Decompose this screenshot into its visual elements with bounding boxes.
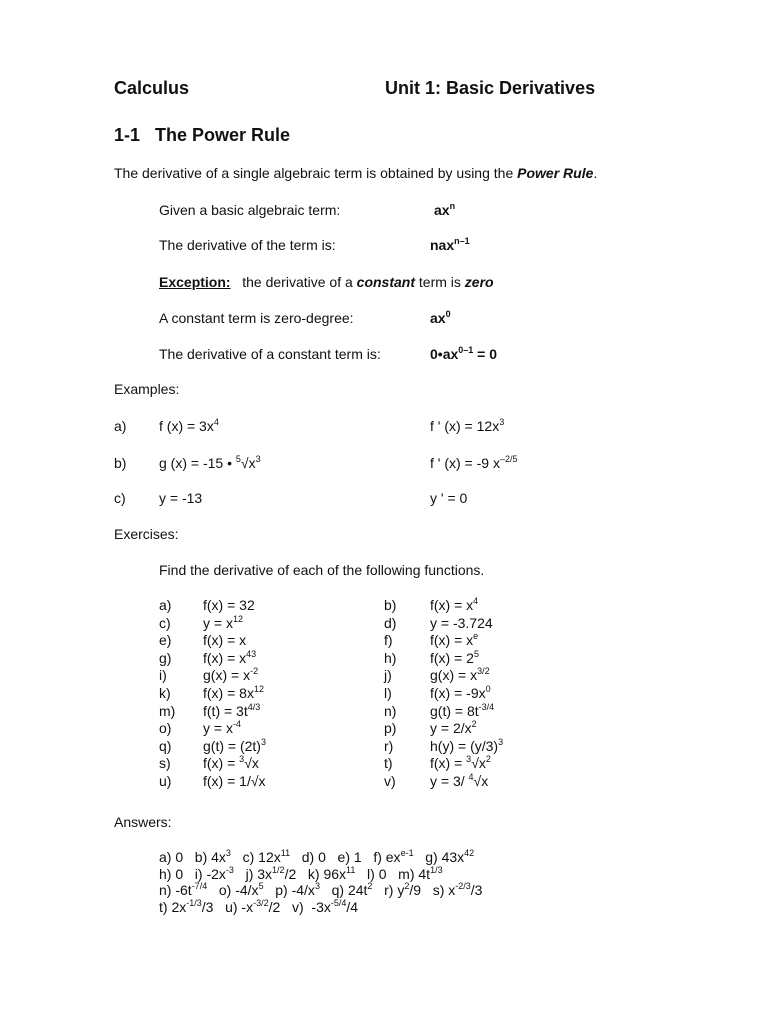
section-heading [114,125,290,146]
exercise-function: $f(x) = x^{43}$ [203,648,257,666]
exception-line: Exception: the derivative of a constant term is zero [159,274,494,290]
exercise-function: f(x) = 32 [203,597,255,613]
examples-heading: Examples: [114,381,180,397]
section-number: 1-1 [114,125,141,145]
exercise-letter: v) [384,773,396,789]
exercise-letter: f) [384,632,393,649]
exercise-function: $f(x) = x^e$ [430,631,479,649]
rule-given-expr: $ax^n$ [434,201,456,218]
answer-line: h) 0 i) $-2x^{-3}$ j) $3x^{1/2}/2$ k) $96x^{11}$ l) 0 m) $4t^{1/3}$ [159,864,443,882]
exercise-function: $f(t) = 3t^{4/3}$ [203,701,261,719]
example-function: y = -13 [159,490,203,506]
exercise-function: f(x) = x [203,632,247,649]
intro-paragraph [114,165,597,181]
exercise-letter: c) [159,614,171,631]
exercise-letter: e) [159,632,172,649]
course-title: Calculus [114,78,190,98]
exercise-function: $f(x) = 8x^{12}$ [203,684,264,701]
const-label: A constant term is zero-degree: [159,310,354,326]
exercise-letter: o) [159,720,172,737]
answer-line: a) 0 b) $4x^3$ c) $12x^{11}$ d) 0 e) 1 f) $ex^{e-1}$ g) $43x^{42}$ [159,848,475,865]
exercise-letter: h) [384,649,397,666]
exercise-function: y = -3.724 [430,614,493,631]
rule-deriv-label: The derivative of the term is: [159,237,336,253]
intro-emphasis: Power Rule [517,165,594,181]
exercise-letter: n) [384,702,397,719]
exercise-function: $f(x) = ^3√x^2$ [430,754,491,772]
section-title: The Power Rule [155,125,291,145]
exercises-instruction: Find the derivative of each of the following functions. [159,562,485,578]
example-function: g (x) = -15 • $^5√x^3$ [159,454,261,471]
exercise-letter: b) [384,597,397,613]
exercise-letter: q) [159,737,172,754]
intro-end: . [593,165,598,181]
exception-label: Exception: [159,274,231,290]
exercise-function: $f(x) = -9x^0$ [430,684,491,701]
example-derivative: f ' (x) = -9 $x^{-2/5}$ [430,454,518,471]
exercise-function: $h(y) = (y/3)^3$ [430,736,504,754]
answer-line: n) $-6t^{-7/4}$ o) $-4/x^5$ p) $-4/x^3$ q) $24t^2$ r) $y^2/9$ s) $x^{-2/3}/3$ [159,881,483,898]
exercise-function: $y = 2/x^2$ [430,719,477,737]
exercise-function: $g(t) = (2t)^3$ [203,736,266,754]
exercise-letter: u) [159,773,172,789]
exercise-letter: r) [384,737,394,754]
exercise-letter: t) [384,755,393,772]
rule-deriv-expr: nax$^{n-1}$ [430,236,470,253]
exercise-function: f(x) = 1/√x [203,773,266,789]
example-letter: c) [114,490,126,506]
intro-text: The derivative of a single algebraic term is obtained by using the [114,165,518,181]
rule-given-label: Given a basic algebraic term: [159,202,341,218]
exercise-letter: l) [384,685,392,701]
exercises-heading: Exercises: [114,526,179,542]
exercise-letter: s) [159,755,171,772]
exercise-letter: a) [159,597,172,613]
const-deriv-expr: $0•ax^{0-1} = 0$ [430,345,498,362]
exercise-letter: k) [159,685,171,701]
example-derivative: y ' = 0 [430,490,468,506]
const-deriv-label: The derivative of a constant term is: [159,346,381,362]
exercise-function: $y = x^{-4}$ [203,719,241,737]
example-letter: a) [114,418,127,434]
exercise-function: $g(x) = x^{-2}$ [203,666,259,684]
exercise-letter: p) [384,720,397,737]
example-derivative: f ' $(x) = 12x^3$ [430,417,505,434]
answer-line: t) $2x^{-1/3}/3$ u) $-x^{-3/2}/2$ v) $-3x^{-5/4}/4$ [159,897,359,915]
const-expr: $ax^0$ [430,309,451,326]
exercise-letter: j) [384,667,392,684]
exercise-letter: d) [384,614,397,631]
exercise-letter: i) [159,667,167,684]
exercise-function: $f(x) = 2^5$ [430,648,479,666]
exercise-function: y = 3/ $^4$√x [430,772,489,789]
exercise-function: f(x) = $^3$√x [203,754,259,772]
exercise-letter: g) [159,649,172,666]
exercise-function: $f(x) = x^4$ [430,596,479,613]
example-letter: b) [114,455,127,471]
exercise-letter: m) [159,702,176,719]
answers-heading: Answers: [114,814,172,830]
exercise-function: $y = x^{12}$ [203,613,243,631]
exercise-function: $g(x) = x^{3/2}$ [430,666,490,684]
unit-title: Unit 1: Basic Derivatives [385,78,596,98]
exercise-function: $g(t) = 8t^{-3/4}$ [430,701,495,719]
example-function: f $(x) = 3x^4$ [159,417,219,434]
